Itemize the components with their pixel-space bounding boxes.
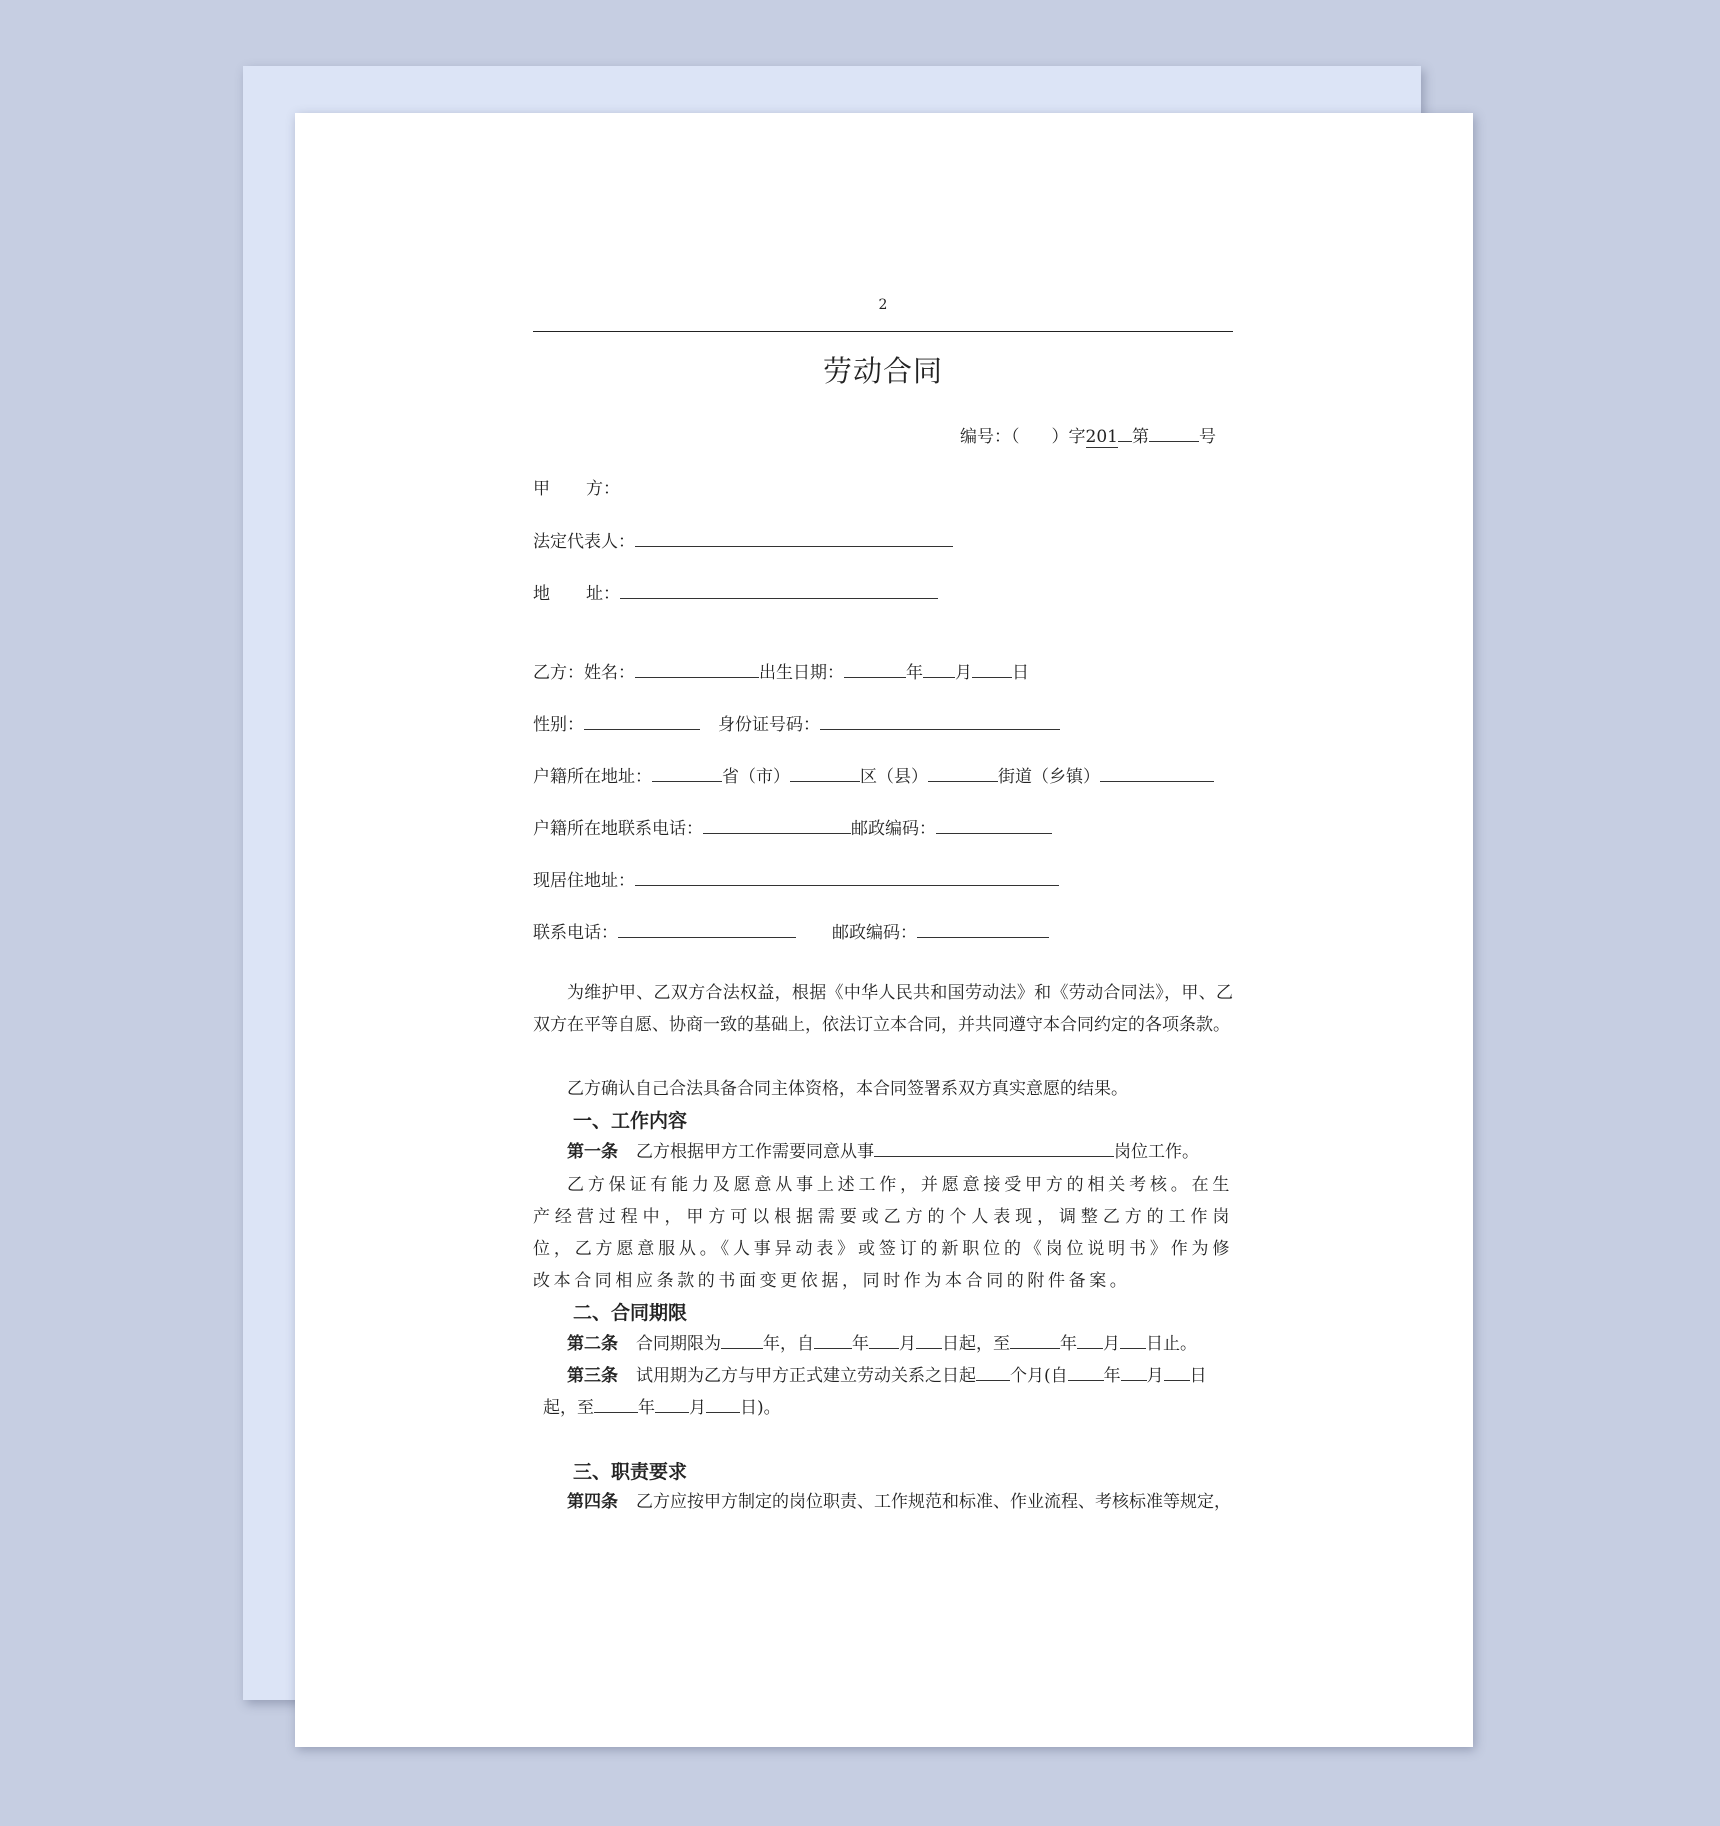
- article-1-label: 第一条: [567, 1142, 618, 1162]
- article-3-text-h: 月: [689, 1398, 706, 1418]
- postcode-label: 邮政编码：: [851, 819, 936, 839]
- start-year-field[interactable]: [814, 1333, 852, 1349]
- article-2-text-d: 月: [899, 1334, 916, 1354]
- birth-day-label: 日: [1012, 663, 1029, 683]
- doc-no-mid: 第: [1131, 427, 1149, 447]
- article-4-text: 乙方应按甲方制定的岗位职责、工作规范和标准、作业流程、考核标准等规定，: [636, 1492, 1231, 1512]
- hukou-street-field[interactable]: [928, 766, 998, 782]
- representative-label: 法定代表人：: [533, 532, 635, 552]
- article-1-text-before: 乙方根据甲方工作需要同意从事: [636, 1142, 874, 1162]
- article-3-line: [567, 1365, 1207, 1386]
- birth-month-field[interactable]: [923, 662, 955, 678]
- probation-end-month-field[interactable]: [655, 1397, 689, 1413]
- phone-field[interactable]: [618, 922, 796, 938]
- position-field[interactable]: [874, 1141, 1114, 1157]
- doc-no-close: ）字: [1051, 427, 1086, 447]
- article-1-paragraph: 乙方保证有能力及愿意从事上述工作，并愿意接受甲方的相关考核。在生产经营过程中，甲方可以根据需要或乙方的个人表现，调整乙方的工作岗位，乙方愿意服从。《人事异动表》或签订的新职位的《岗位说明书》作为修改本合同相应条款的书面变更依据，同时作为本合同的附件备案。: [533, 1175, 1233, 1291]
- birth-label: 出生日期：: [759, 663, 844, 683]
- hukou-address-line: [533, 766, 1214, 787]
- probation-end-day-field[interactable]: [706, 1397, 740, 1413]
- gender-label: 性别：: [533, 715, 584, 735]
- representative-line: [533, 531, 953, 552]
- article-3-text-e: 日: [1189, 1366, 1207, 1386]
- article-4-label: 第四条: [567, 1492, 618, 1512]
- start-day-field[interactable]: [916, 1333, 942, 1349]
- end-day-field[interactable]: [1120, 1333, 1146, 1349]
- party-b-name-label: 乙方：姓名：: [533, 663, 635, 683]
- id-number-field[interactable]: [820, 714, 1060, 730]
- article-4-line: [567, 1492, 1231, 1512]
- article-3-text-d: 月: [1146, 1366, 1164, 1386]
- phone-line: [533, 922, 1049, 943]
- article-2-text-f: 年: [1060, 1334, 1077, 1354]
- article-3-text-i: 日)。: [740, 1398, 781, 1418]
- current-address-line: [533, 870, 1059, 891]
- party-a-line: [533, 479, 620, 499]
- birth-year-field[interactable]: [844, 662, 906, 678]
- end-month-field[interactable]: [1077, 1333, 1103, 1349]
- article-1-line: [567, 1141, 1199, 1162]
- article-3-label: 第三条: [567, 1366, 618, 1386]
- party-a-address-line: [533, 583, 938, 604]
- postcode-field-2[interactable]: [917, 922, 1049, 938]
- province-label: 省（市）: [722, 767, 790, 787]
- section-1-heading: 一、工作内容: [573, 1110, 688, 1132]
- hukou-province-field[interactable]: [652, 766, 722, 782]
- article-3-text-b: 个月(自: [1010, 1366, 1068, 1386]
- doc-no-label: 编号：（: [960, 427, 1020, 447]
- confirmation-paragraph: 乙方确认自己合法具备合同主体资格，本合同签署系双方真实意愿的结果。: [567, 1079, 1128, 1099]
- article-3-text-f: 起，至: [543, 1398, 594, 1418]
- hukou-phone-field[interactable]: [703, 818, 851, 834]
- birth-day-field[interactable]: [972, 662, 1012, 678]
- hukou-address-label: 户籍所在地址：: [533, 767, 652, 787]
- article-3-text-c: 年: [1103, 1366, 1121, 1386]
- gender-id-line: [533, 714, 1060, 735]
- doc-no-blank-2: [1118, 426, 1132, 442]
- hukou-district-field[interactable]: [790, 766, 860, 782]
- party-a-label-left: 甲: [533, 479, 586, 499]
- hukou-detail-field[interactable]: [1100, 766, 1214, 782]
- probation-start-month-field[interactable]: [1121, 1365, 1147, 1381]
- hukou-phone-line: [533, 818, 1052, 839]
- section-2-heading: 二、合同期限: [573, 1302, 688, 1324]
- party-b-name-field[interactable]: [635, 662, 759, 678]
- probation-start-day-field[interactable]: [1164, 1365, 1190, 1381]
- party-a-address-field[interactable]: [620, 583, 938, 599]
- postcode-label-2: 邮政编码：: [832, 923, 917, 943]
- doc-no-blank-1: [1020, 427, 1052, 442]
- article-2-text-e: 日起，至: [942, 1334, 1010, 1354]
- street-label: 街道（乡镇）: [998, 767, 1100, 787]
- term-years-field[interactable]: [721, 1333, 763, 1349]
- article-3-text-g: 年: [638, 1398, 655, 1418]
- document-number-line: [960, 426, 1216, 447]
- article-2-text-h: 日止。: [1146, 1334, 1197, 1354]
- gender-field[interactable]: [584, 714, 700, 730]
- article-3-text-a: 试用期为乙方与甲方正式建立劳动关系之日起: [636, 1366, 976, 1386]
- article-2-line: [567, 1333, 1197, 1354]
- article-2-text-c: 年: [852, 1334, 869, 1354]
- probation-start-year-field[interactable]: [1068, 1365, 1104, 1381]
- document-page: [295, 113, 1473, 1747]
- header-rule: [533, 331, 1233, 332]
- district-label: 区（县）: [860, 767, 928, 787]
- hukou-postcode-field[interactable]: [936, 818, 1052, 834]
- doc-no-year: 201: [1085, 427, 1118, 447]
- current-address-label: 现居住地址：: [533, 871, 635, 891]
- document-title: 劳动合同: [822, 354, 943, 388]
- start-month-field[interactable]: [869, 1333, 899, 1349]
- birth-month-label: 月: [955, 663, 972, 683]
- address-label-left: 地: [533, 584, 586, 604]
- article-2-label: 第二条: [567, 1334, 618, 1354]
- preamble-paragraph: 为维护甲、乙双方合法权益，根据《中华人民共和国劳动法》和《劳动合同法》，甲、乙双方在平等自愿、协商一致的基础上，依法订立本合同，并共同遵守本合同约定的各项条款。: [533, 983, 1233, 1035]
- article-2-text-a: 合同期限为: [636, 1334, 721, 1354]
- party-b-name-line: [533, 662, 1029, 683]
- id-number-label: 身份证号码：: [718, 715, 820, 735]
- hukou-phone-label: 户籍所在地联系电话：: [533, 819, 703, 839]
- page-number: 2: [878, 297, 888, 313]
- article-3-line-2: [543, 1397, 781, 1418]
- doc-no-end: 号: [1198, 427, 1216, 447]
- article-1-text-after: 岗位工作。: [1114, 1142, 1199, 1162]
- doc-no-blank-3: [1149, 426, 1199, 442]
- phone-label: 联系电话：: [533, 923, 618, 943]
- current-address-field[interactable]: [635, 870, 1059, 886]
- address-label-right: 址：: [586, 584, 620, 604]
- probation-end-year-field[interactable]: [594, 1397, 638, 1413]
- birth-year-label: 年: [906, 663, 923, 683]
- party-a-label-right: 方：: [586, 479, 620, 499]
- end-year-field[interactable]: [1010, 1333, 1060, 1349]
- section-3-heading: 三、职责要求: [573, 1461, 688, 1483]
- representative-field[interactable]: [635, 531, 953, 547]
- article-2-text-b: 年，自: [763, 1334, 814, 1354]
- article-2-text-g: 月: [1103, 1334, 1120, 1354]
- probation-months-field[interactable]: [976, 1365, 1010, 1381]
